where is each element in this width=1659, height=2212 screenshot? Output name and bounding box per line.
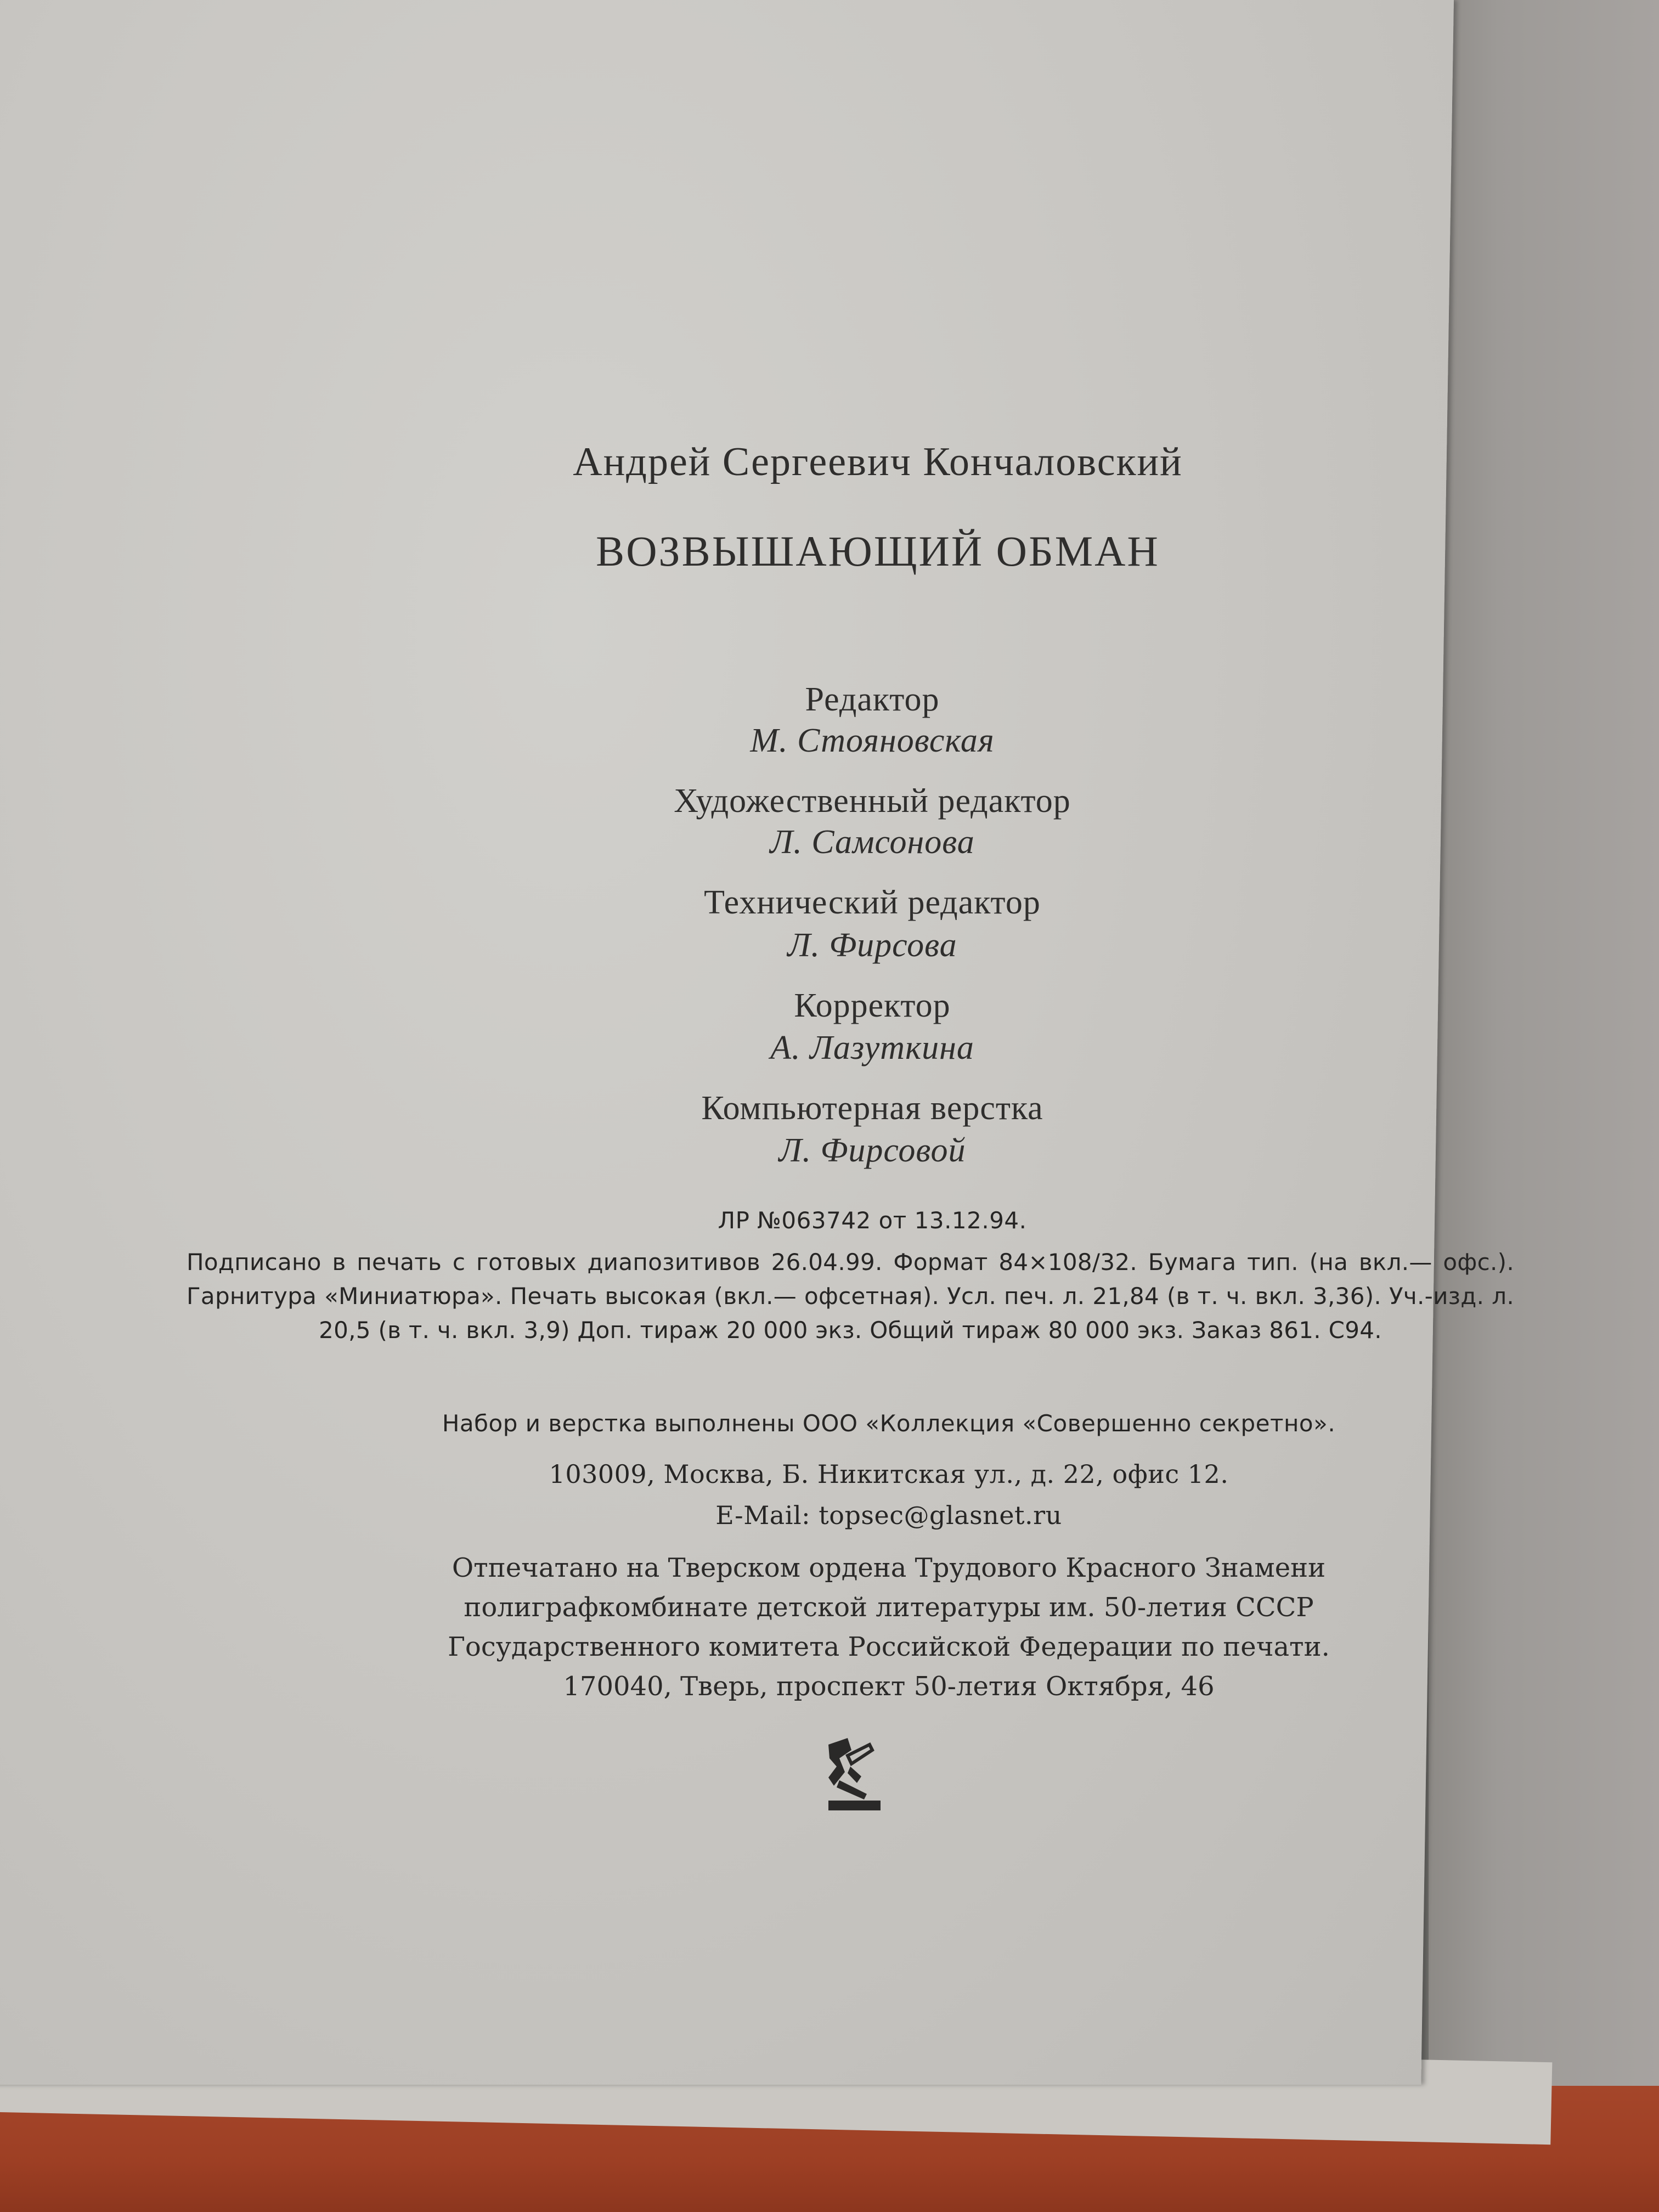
credit-person: Л. Самсонова bbox=[770, 823, 975, 861]
credit-person: А. Лазуткина bbox=[770, 1029, 974, 1066]
credit-person: М. Стояновская bbox=[750, 722, 995, 759]
printer-line: полиграфкомбинате детской литературы им. 50-летия СССР bbox=[464, 1592, 1314, 1623]
typesetting-email: E-Mail: topsec@glasnet.ru bbox=[715, 1500, 1062, 1530]
typesetting-address: 103009, Москва, Б. Никитская ул., д. 22, офис 12. bbox=[549, 1459, 1229, 1489]
credit-role: Корректор bbox=[794, 987, 951, 1024]
credit-role: Редактор bbox=[805, 681, 940, 718]
credit-person: Л. Фирсовой bbox=[778, 1132, 966, 1169]
credit-person: Л. Фирсова bbox=[787, 927, 957, 964]
printer-line: Государственного комитета Российской Федерации по печати. bbox=[448, 1632, 1330, 1662]
printer-line: 170040, Тверь, проспект 50-летия Октября, 46 bbox=[563, 1671, 1215, 1702]
credit-role: Компьютерная верстка bbox=[701, 1090, 1043, 1127]
author-name: Андрей Сергеевич Кончаловский bbox=[573, 439, 1183, 484]
typesetting-credit: Набор и верстка выполнены ООО «Коллекция «Совершенно секретно». bbox=[442, 1410, 1336, 1437]
credit-role: Художественный редактор bbox=[674, 782, 1071, 820]
printer-line: Отпечатано на Тверском ордена Трудового Красного Знамени bbox=[452, 1553, 1326, 1583]
license-number: ЛР №063742 от 13.12.94. bbox=[718, 1207, 1027, 1234]
book-reader-logo-icon bbox=[817, 1734, 889, 1816]
credit-role: Технический редактор bbox=[704, 884, 1041, 921]
book-title: ВОЗВЫШАЮЩИЙ ОБМАН bbox=[596, 527, 1160, 575]
print-details: Подписано в печать с готовых диапозитивов 26.04.99. Формат 84×108/32. Бумага тип. (на вкл.— офс.). Гарнитура «Миниатюра». Печать высокая (вкл.— офсетная). Усл. печ. л. 21,84 (в т. ч. вкл. 3,36). Уч.-изд. л. 20,5 (в т. ч. вкл. 3,9) Доп. тираж 20 000 экз. Общий тираж 80 000 экз. Заказ 861. С94. bbox=[187, 1249, 1514, 1344]
